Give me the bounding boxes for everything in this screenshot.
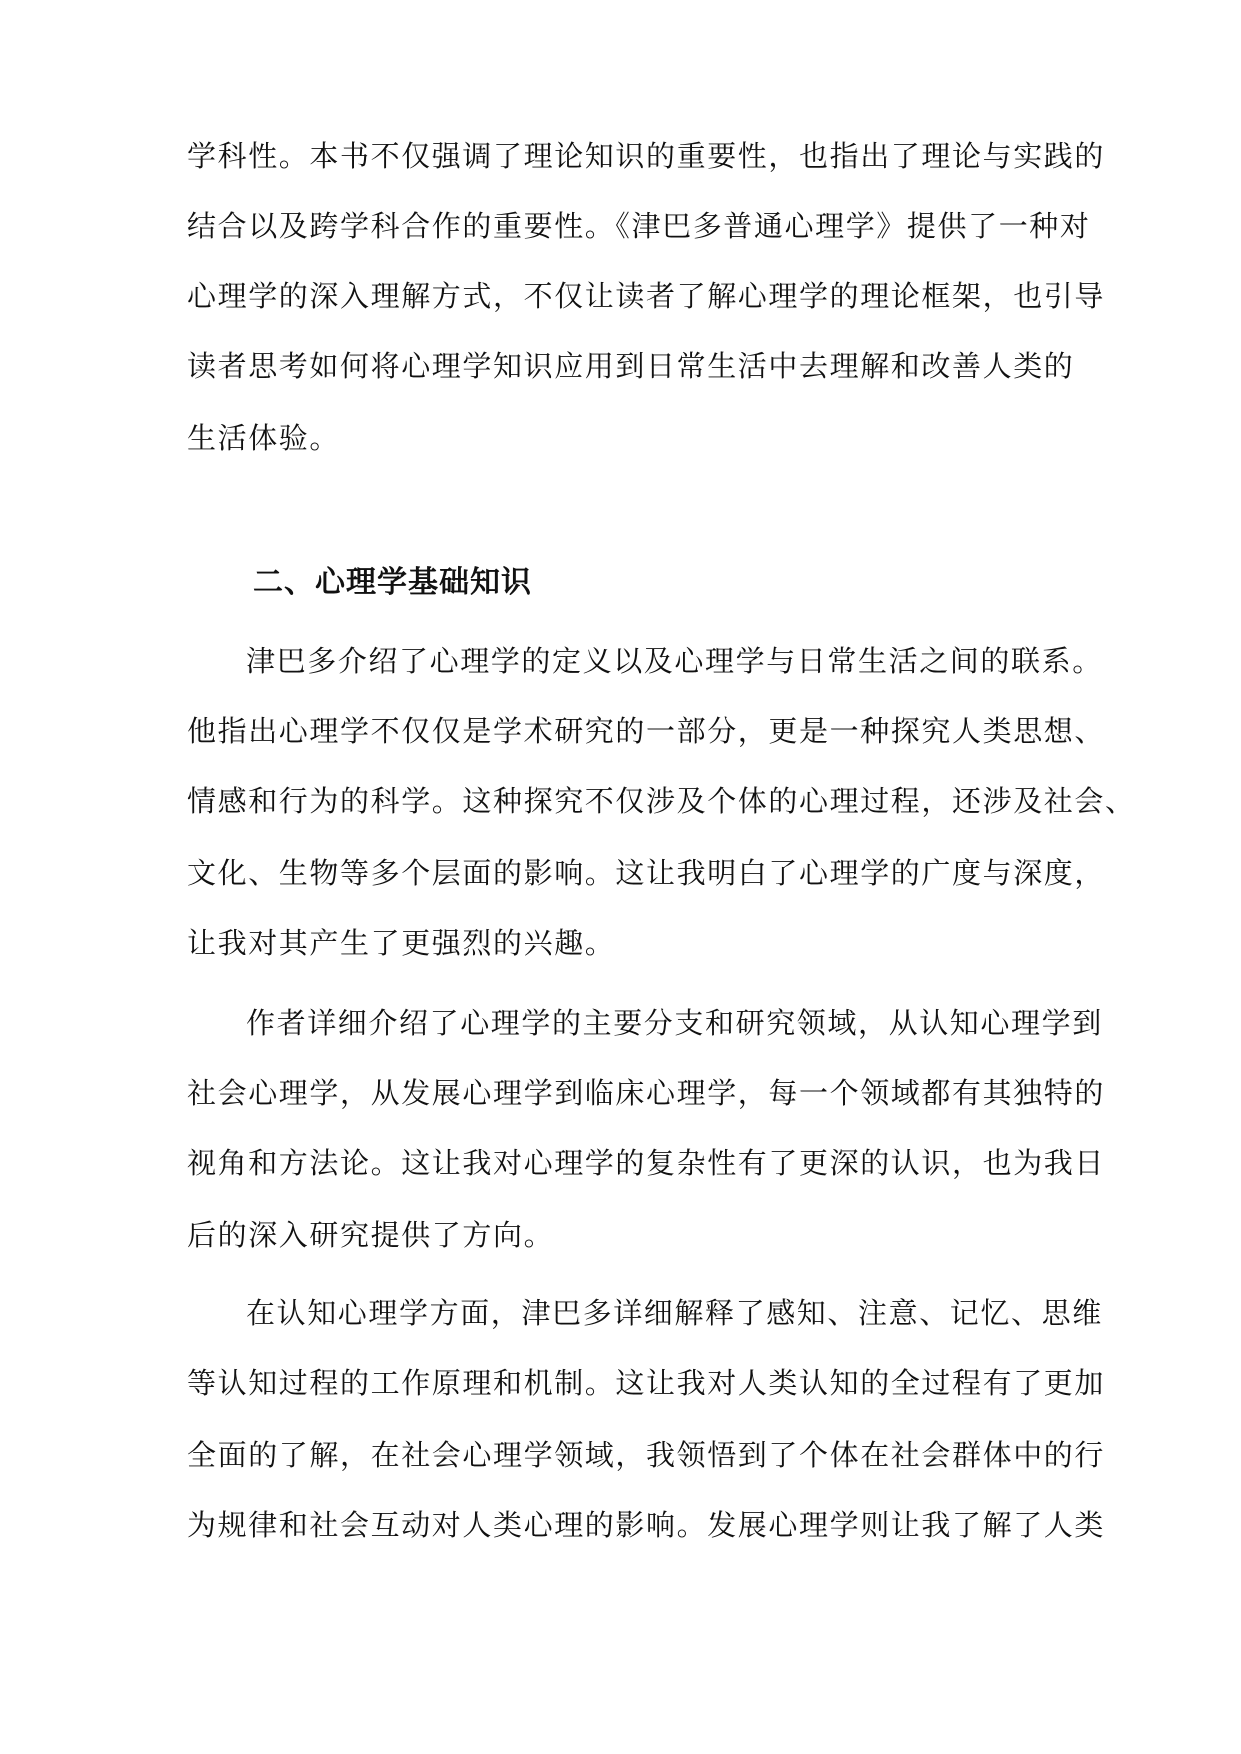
text-line: 结合以及跨学科合作的重要性。《津巴多普通心理学》提供了一种对 bbox=[187, 209, 1091, 243]
text-line: 作者详细介绍了心理学的主要分支和研究领域，从认知心理学到 bbox=[246, 1006, 1103, 1040]
text-line: 情感和行为的科学。这种探究不仅涉及个体的心理过程，还涉及社会、 bbox=[187, 784, 1136, 818]
text-line: 让我对其产生了更强烈的兴趣。 bbox=[187, 926, 616, 960]
text-line: 等认知过程的工作原理和机制。这让我对人类认知的全过程有了更加 bbox=[187, 1366, 1106, 1400]
text-line: 读者思考如何将心理学知识应用到日常生活中去理解和改善人类的 bbox=[187, 349, 1075, 383]
text-line: 在认知心理学方面，津巴多详细解释了感知、注意、记忆、思维 bbox=[246, 1296, 1103, 1330]
text-line: 全面的了解，在社会心理学领域，我领悟到了个体在社会群体中的行 bbox=[187, 1438, 1106, 1472]
text-line: 为规律和社会互动对人类心理的影响。发展心理学则让我了解了人类 bbox=[187, 1508, 1106, 1542]
text-line: 生活体验。 bbox=[187, 421, 341, 455]
text-line: 文化、生物等多个层面的影响。这让我明白了心理学的广度与深度， bbox=[187, 856, 1106, 890]
text-line: 心理学的深入理解方式，不仅让读者了解心理学的理论框架，也引导 bbox=[187, 279, 1106, 313]
text-line: 后的深入研究提供了方向。 bbox=[187, 1218, 555, 1252]
text-line: 社会心理学，从发展心理学到临床心理学，每一个领域都有其独特的 bbox=[187, 1076, 1106, 1110]
text-line: 他指出心理学不仅仅是学术研究的一部分，更是一种探究人类思想、 bbox=[187, 714, 1106, 748]
text-line: 视角和方法论。这让我对心理学的复杂性有了更深的认识，也为我日 bbox=[187, 1146, 1106, 1180]
section-heading: 二、心理学基础知识 bbox=[253, 565, 532, 600]
text-line: 津巴多介绍了心理学的定义以及心理学与日常生活之间的联系。 bbox=[246, 644, 1103, 678]
text-line: 学科性。本书不仅强调了理论知识的重要性，也指出了理论与实践的 bbox=[187, 139, 1106, 173]
